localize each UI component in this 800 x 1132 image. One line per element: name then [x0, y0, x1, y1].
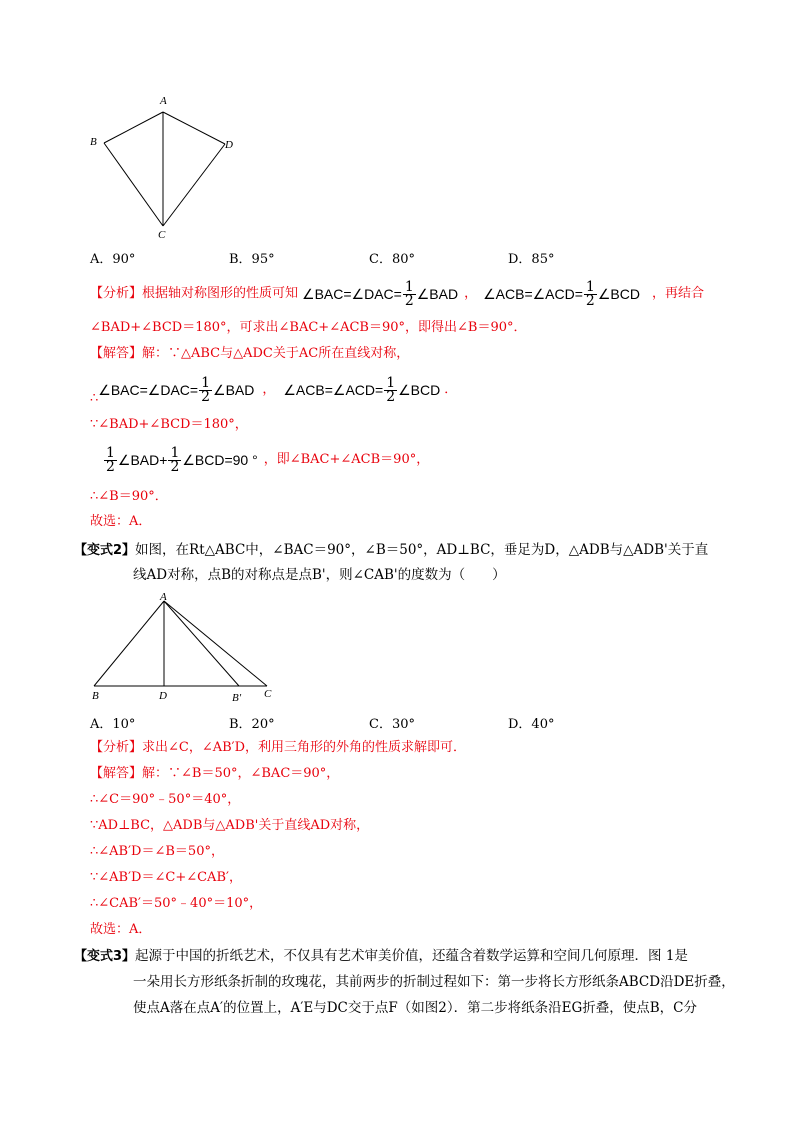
q3-stem-line3: 使点A落在点A′的位置上，A′E与DC交于点F（如图2）．第二步将纸条沿EG折叠，使点B，C分 — [133, 1000, 697, 1016]
eq-acb: ∠ACB=∠ACD= — [283, 381, 384, 398]
q2-option-b: B．20° — [229, 717, 275, 732]
fraction-half: $\frac{1}{2}$ — [585, 278, 595, 309]
fraction-half: $\frac{1}{2}$ — [386, 374, 396, 405]
fraction-half: $\frac{1}{2}$ — [201, 374, 211, 405]
eq-bac: ∠BAC=∠DAC= — [302, 285, 402, 302]
q2-solution-line2: ∴∠C＝90°﹣50°＝40°， — [90, 792, 241, 807]
q3-line1-text: 起源于中国的折纸艺术，不仅具有艺术审美价值，还蕴含着数学运算和空间几何原理．图 1是 — [135, 948, 688, 964]
kite-figure — [84, 90, 254, 240]
eq-bad: ∠BAD — [213, 381, 255, 398]
label-A: A — [160, 591, 167, 603]
eq-bcd: ∠BCD — [398, 381, 441, 398]
q1-option-c: C．80° — [369, 252, 415, 267]
q2-stem-line2: 线AD对称，点B的对称点是点B'，则∠CAB'的度数为（ ） — [133, 567, 506, 583]
label-D: D — [225, 139, 233, 151]
q2-option-a: A．10° — [90, 717, 136, 732]
q2-line1-text: 如图，在Rt△ABC中，∠BAC＝90°，∠B＝50°，AD⊥BC，垂足为D，△ADB与△ADB'关于直 — [135, 542, 709, 558]
therefore-sign: ∴ — [90, 391, 99, 406]
q2-option-d: D．40° — [508, 717, 555, 732]
q2-analysis: 【分析】求出∠C，∠AB′D，利用三角形的外角的性质求解即可． — [90, 740, 467, 755]
q2-stem-line1 — [74, 542, 708, 559]
q3-tag: 【变式3】 — [74, 949, 136, 964]
label-D: D — [159, 690, 167, 702]
q1-solution-line3: ∵∠BAD+∠BCD＝180°， — [90, 417, 248, 432]
q1-option-a: A．90° — [90, 252, 136, 267]
q1-option-b: B．95° — [229, 252, 275, 267]
q2-option-c: C．30° — [369, 717, 415, 732]
label-C: C — [264, 688, 272, 700]
q1-solution-line1: 【解答】解：∵△ABC与△ADC关于AC所在直线对称， — [90, 346, 410, 361]
q2-solution-line6: ∴∠CAB′＝50°﹣40°＝10°， — [90, 896, 263, 911]
fraction-half: $\frac{1}{2}$ — [106, 444, 115, 475]
sep: ， — [464, 286, 478, 301]
analysis-suffix: ，再结合 — [651, 286, 704, 301]
eq-bad-plus: ∠BAD+ — [117, 451, 168, 468]
q3-stem-line1 — [74, 948, 688, 965]
triangle-figure — [84, 586, 284, 706]
end-mark: ． — [444, 382, 458, 397]
q2-solution-line4: ∴∠AB′D＝∠B＝50°， — [90, 844, 224, 859]
q1-option-d: D．85° — [508, 252, 555, 267]
q1-solution-line2 — [90, 370, 457, 410]
q2-tag: 【变式2】 — [74, 543, 136, 558]
eq-acb: ∠ACB=∠ACD= — [483, 285, 583, 302]
label-B: B — [92, 690, 99, 702]
sep: ， — [262, 382, 276, 397]
q2-solution-line1: 【解答】解：∵∠B＝50°，∠BAC＝90°， — [90, 766, 340, 781]
label-B-prime: B′ — [232, 692, 242, 704]
q1-solution-line5: ∴∠B＝90°． — [90, 489, 168, 504]
eq-bad: ∠BAD — [416, 285, 459, 302]
q1-analysis-line1 — [90, 276, 704, 312]
q1-answer: 故选：A． — [90, 514, 152, 529]
q2-solution-line5: ∵∠AB′D＝∠C+∠CAB′， — [90, 870, 242, 885]
line4-suffix: ，即∠BAC+∠ACB＝90°， — [263, 452, 430, 467]
eq-bac: ∠BAC=∠DAC= — [98, 381, 199, 398]
label-A: A — [160, 95, 167, 107]
fraction-half: $\frac{1}{2}$ — [404, 278, 414, 309]
fraction-half: $\frac{1}{2}$ — [170, 444, 180, 475]
q2-answer: 故选：A． — [90, 922, 152, 937]
q1-solution-line4 — [103, 440, 429, 480]
q3-stem-line2: 一朵用长方形纸条折制的玫瑰花，其前两步的折制过程如下：第一步将长方形纸条ABCD沿DE折叠， — [133, 974, 735, 990]
q2-solution-line3: ∵AD⊥BC，△ADB与△ADB'关于直线AD对称， — [90, 818, 370, 833]
q1-analysis-line2: ∠BAD+∠BCD＝180°，可求出∠BAC+∠ACB＝90°，即得出∠B＝90°． — [90, 320, 527, 335]
eq-bcd: ∠BCD — [597, 285, 640, 302]
label-C: C — [158, 229, 166, 240]
analysis-prefix: 【分析】根据轴对称图形的性质可知 — [90, 286, 299, 301]
eq-bcd-90: ∠BCD=90 ° — [182, 451, 258, 468]
label-B: B — [90, 136, 97, 148]
